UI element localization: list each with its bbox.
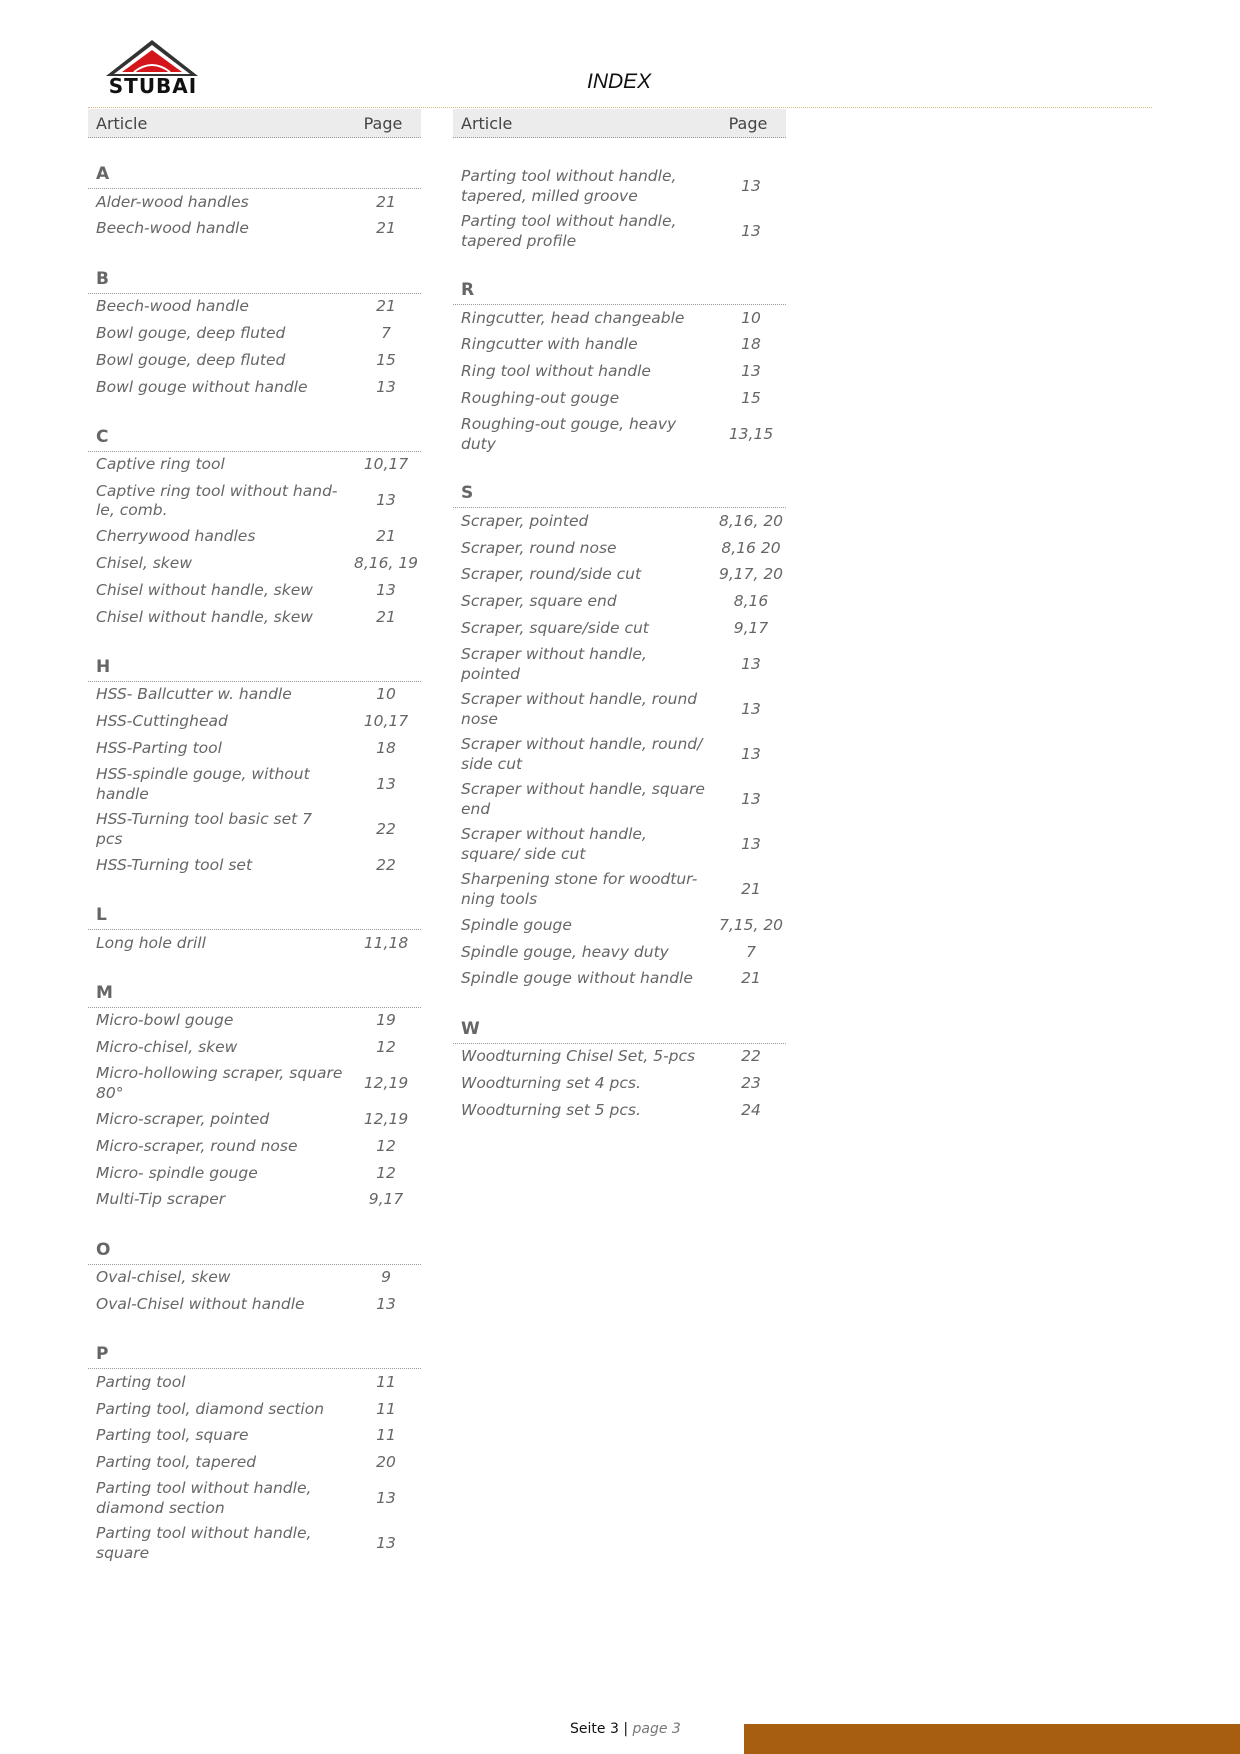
page-ref: 8,16, 19 <box>353 554 419 573</box>
page-ref: 13 <box>741 221 761 240</box>
index-row <box>88 1450 421 1477</box>
page-ref: 8,16 <box>733 592 769 611</box>
index-row <box>88 807 421 852</box>
page-ref: 7 <box>746 942 756 961</box>
page-ref: 13 <box>376 1294 396 1313</box>
index-row <box>453 305 786 332</box>
page-ref: 13 <box>741 699 761 718</box>
index-row <box>453 164 786 209</box>
page-ref: 24 <box>741 1100 761 1119</box>
article-name: Sharpening stone for woodtur- ning tools <box>461 870 698 908</box>
page-ref: 22 <box>376 819 396 838</box>
footer-separator: | <box>623 1721 629 1737</box>
article-name: HSS- Ballcutter w. handle <box>96 685 292 704</box>
page-ref: 15 <box>376 350 396 369</box>
index-row <box>453 912 786 939</box>
page-ref: 11 <box>376 1399 396 1418</box>
page-ref: 13 <box>741 789 761 808</box>
index-row <box>88 682 421 709</box>
article-name: Captive ring tool without hand- le, comb. <box>96 481 338 520</box>
article-name: Multi-Tip scraper <box>96 1190 226 1209</box>
article-name: Scraper without handle, square/ side cut <box>461 825 647 863</box>
article-name: Spindle gouge <box>461 915 572 934</box>
section-letter: B <box>88 269 421 294</box>
article-name: Woodturning set 5 pcs. <box>461 1100 641 1119</box>
index-row <box>453 966 786 993</box>
index-section <box>453 280 786 457</box>
index-row <box>88 189 421 216</box>
index-row <box>88 294 421 321</box>
page-ref: 7,15, 20 <box>718 915 784 934</box>
page-header: Page <box>728 113 768 133</box>
index-row <box>88 577 421 604</box>
article-name: Ringcutter, head changeable <box>461 308 685 327</box>
page-ref: 13 <box>376 491 396 510</box>
page-ref: 13 <box>376 1534 396 1553</box>
article-name: Spindle gouge without handle <box>461 969 693 988</box>
right-sections <box>453 164 786 1124</box>
page-ref: 8,16 20 <box>721 538 781 557</box>
page-ref: 15 <box>741 389 761 408</box>
section-letter: W <box>453 1019 786 1044</box>
article-name: Bowl gouge, deep fluted <box>96 324 286 343</box>
page-ref: 21 <box>376 527 396 546</box>
article-name: HSS-Parting tool <box>96 739 222 757</box>
article-name: Scraper without handle, round nose <box>461 690 698 728</box>
index-row <box>88 1106 421 1133</box>
article-name: Ring tool without handle <box>461 362 651 381</box>
article-name: Micro-scraper, round nose <box>96 1136 298 1155</box>
index-row <box>88 735 421 762</box>
index-row <box>88 1187 421 1214</box>
index-row <box>88 216 421 243</box>
page-ref: 12,19 <box>363 1109 409 1128</box>
article-name: Chisel, skew <box>96 554 192 573</box>
footer-seite: Seite 3 <box>570 1721 619 1737</box>
article-name: HSS-Turning tool set <box>96 855 253 874</box>
article-name: Scraper without handle, pointed <box>461 645 647 683</box>
index-row <box>88 550 421 577</box>
section-letter: S <box>453 483 786 508</box>
article-name: Oval-Chisel without handle <box>96 1294 305 1313</box>
page-ref: 13 <box>376 774 396 793</box>
page-ref: 12 <box>376 1136 396 1155</box>
page-ref: 21 <box>376 219 396 238</box>
page-ref: 8,16, 20 <box>718 511 784 530</box>
index-row <box>453 562 786 589</box>
section-letter: L <box>88 905 421 930</box>
index-section <box>88 269 421 401</box>
page-ref: 13 <box>741 362 761 381</box>
article-name: Alder-wood handles <box>96 192 249 211</box>
article-name: Scraper, round/side cut <box>461 565 642 584</box>
index-row <box>453 867 786 912</box>
index-row <box>453 1044 786 1071</box>
article-name: Scraper, pointed <box>461 511 589 530</box>
index-row <box>453 508 786 535</box>
footer-page-number <box>570 1721 681 1737</box>
page-ref: 10,17 <box>363 455 409 474</box>
column-header <box>88 109 421 138</box>
index-row <box>88 762 421 807</box>
article-name: HSS-Cuttinghead <box>96 712 228 731</box>
article-name: Parting tool, tapered <box>96 1453 257 1472</box>
index-row <box>453 209 786 254</box>
page-ref: 22 <box>376 855 396 874</box>
page-ref: 12,19 <box>363 1074 409 1093</box>
page-ref: 13 <box>741 744 761 763</box>
page-ref: 9,17, 20 <box>718 565 784 584</box>
index-row <box>453 1070 786 1097</box>
article-name: Roughing-out gouge <box>461 389 620 408</box>
page-ref: 13 <box>741 834 761 853</box>
article-name: Micro-bowl gouge <box>96 1011 234 1030</box>
article-name: Parting tool without handle, square <box>96 1524 312 1562</box>
index-row <box>88 374 421 401</box>
article-name: Scraper without handle, square end <box>461 780 705 818</box>
article-name: Bowl gouge without handle <box>96 377 308 396</box>
article-name: Oval-chisel, skew <box>96 1268 231 1287</box>
page-ref: 10,17 <box>363 712 409 731</box>
index-row <box>88 452 421 479</box>
index-row <box>453 332 786 359</box>
page-ref: 13,15 <box>728 424 774 443</box>
article-name: Scraper, round nose <box>461 538 617 557</box>
index-row <box>88 1035 421 1062</box>
footer-bar <box>744 1724 1240 1754</box>
index-row <box>453 822 786 867</box>
article-name: Beech-wood handle <box>96 297 249 316</box>
article-name: Micro-scraper, pointed <box>96 1109 270 1128</box>
page-ref: 21 <box>376 192 396 211</box>
article-name: Parting tool without handle, tapered, milled groove <box>461 167 677 205</box>
page-ref: 7 <box>381 324 391 343</box>
article-name: Parting tool, diamond section <box>96 1399 325 1418</box>
article-name: Scraper, square end <box>461 592 617 611</box>
page-ref: 20 <box>376 1453 396 1472</box>
index-section <box>88 983 421 1214</box>
index-section <box>453 483 786 992</box>
article-name: Parting tool without handle, diamond section <box>96 1479 312 1517</box>
index-section <box>88 657 421 879</box>
index-row <box>453 939 786 966</box>
page-ref: 18 <box>376 739 396 757</box>
index-row <box>453 359 786 386</box>
page-ref: 12 <box>376 1163 396 1182</box>
index-row <box>88 604 421 631</box>
article-name: Long hole drill <box>96 933 206 952</box>
page-ref: 21 <box>741 879 761 898</box>
article-name: Parting tool <box>96 1372 186 1391</box>
page-ref: 9,17 <box>733 619 769 638</box>
index-row <box>453 777 786 822</box>
page-ref: 10 <box>376 685 396 704</box>
index-row <box>453 687 786 732</box>
section-letter: O <box>88 1240 421 1265</box>
logo-text: STUBAI <box>108 74 198 98</box>
page-title: INDEX <box>587 70 652 93</box>
index-row <box>88 852 421 879</box>
page-ref: 22 <box>741 1047 761 1066</box>
section-letter: R <box>453 280 786 305</box>
index-row <box>88 1061 421 1106</box>
article-name: Captive ring tool <box>96 455 225 474</box>
page-ref: 21 <box>741 969 761 988</box>
page-ref: 10 <box>741 308 761 327</box>
article-name: Spindle gouge, heavy duty <box>461 942 669 961</box>
index-row <box>453 385 786 412</box>
index-section <box>453 1019 786 1124</box>
index-row <box>453 732 786 777</box>
article-name: HSS-spindle gouge, without handle <box>96 765 310 803</box>
article-name: Beech-wood handle <box>96 219 249 238</box>
left-sections <box>88 164 421 1566</box>
article-name: Woodturning set 4 pcs. <box>461 1074 641 1092</box>
index-row <box>88 1291 421 1318</box>
index-row <box>453 615 786 642</box>
index-row <box>88 524 421 551</box>
index-row <box>88 1265 421 1292</box>
index-row <box>453 535 786 562</box>
page-ref: 13 <box>741 654 761 673</box>
index-row <box>88 479 421 524</box>
page-ref: 13 <box>376 1489 396 1508</box>
section-letter: M <box>88 983 421 1008</box>
index-column-left <box>88 109 421 1566</box>
article-name: Bowl gouge, deep fluted <box>96 350 286 369</box>
page-ref: 13 <box>376 580 396 599</box>
index-row <box>88 347 421 374</box>
article-name: Micro-chisel, skew <box>96 1038 238 1057</box>
index-row <box>88 1369 421 1396</box>
article-name: Cherrywood handles <box>96 527 256 546</box>
index-row <box>453 642 786 687</box>
index-row <box>453 1097 786 1124</box>
section-letter: C <box>88 427 421 452</box>
article-name: Woodturning Chisel Set, 5-pcs <box>461 1047 696 1066</box>
article-header: Article <box>461 113 513 133</box>
index-row <box>88 1133 421 1160</box>
article-name: Scraper without handle, round/ side cut <box>461 735 703 773</box>
section-letter: P <box>88 1344 421 1369</box>
page-ref: 21 <box>376 297 396 316</box>
article-name: HSS-Turning tool basic set 7 pcs <box>96 810 312 848</box>
index-row <box>88 709 421 736</box>
article-name: Parting tool, square <box>96 1426 249 1445</box>
index-row <box>88 1476 421 1521</box>
page-ref: 11 <box>376 1426 396 1445</box>
index-row <box>453 412 786 457</box>
page-ref: 23 <box>741 1074 761 1092</box>
page-ref: 11,18 <box>363 933 409 952</box>
index-section <box>88 164 421 243</box>
article-name: Scraper, square/side cut <box>461 619 649 638</box>
article-name: Chisel without handle, skew <box>96 607 313 626</box>
page-ref: 12 <box>376 1038 396 1057</box>
article-name: Chisel without handle, skew <box>96 580 313 599</box>
index-section <box>88 1240 421 1319</box>
header-rule <box>88 107 1152 108</box>
index-row <box>453 589 786 616</box>
index-row <box>88 1396 421 1423</box>
page-ref: 11 <box>376 1372 396 1391</box>
index-section <box>453 164 786 254</box>
section-letter: A <box>88 164 421 189</box>
section-letter: H <box>88 657 421 682</box>
page-ref: 13 <box>376 377 396 396</box>
article-name: Ringcutter with handle <box>461 335 638 354</box>
page-ref: 21 <box>376 607 396 626</box>
article-header: Article <box>96 113 148 133</box>
page-ref: 18 <box>741 335 761 354</box>
index-row <box>88 1160 421 1187</box>
index-row <box>88 1521 421 1566</box>
index-section <box>88 905 421 957</box>
footer-page: page 3 <box>632 1721 681 1737</box>
page-ref: 9,17 <box>368 1190 404 1209</box>
article-name: Micro- spindle gouge <box>96 1163 258 1182</box>
index-column-right <box>453 109 786 1124</box>
article-name: Roughing-out gouge, heavy duty <box>461 415 677 453</box>
page-ref: 9 <box>381 1268 391 1287</box>
index-row <box>88 1423 421 1450</box>
index-row <box>88 1008 421 1035</box>
column-header <box>453 109 786 138</box>
page-header: Page <box>363 113 403 133</box>
index-row <box>88 930 421 957</box>
page-ref: 19 <box>376 1011 396 1030</box>
index-section <box>88 427 421 631</box>
page-ref: 13 <box>741 176 761 195</box>
article-name: Micro-hollowing scraper, square 80° <box>96 1064 343 1102</box>
index-row <box>88 320 421 347</box>
index-section <box>88 1344 421 1566</box>
article-name: Parting tool without handle, tapered profile <box>461 212 677 250</box>
